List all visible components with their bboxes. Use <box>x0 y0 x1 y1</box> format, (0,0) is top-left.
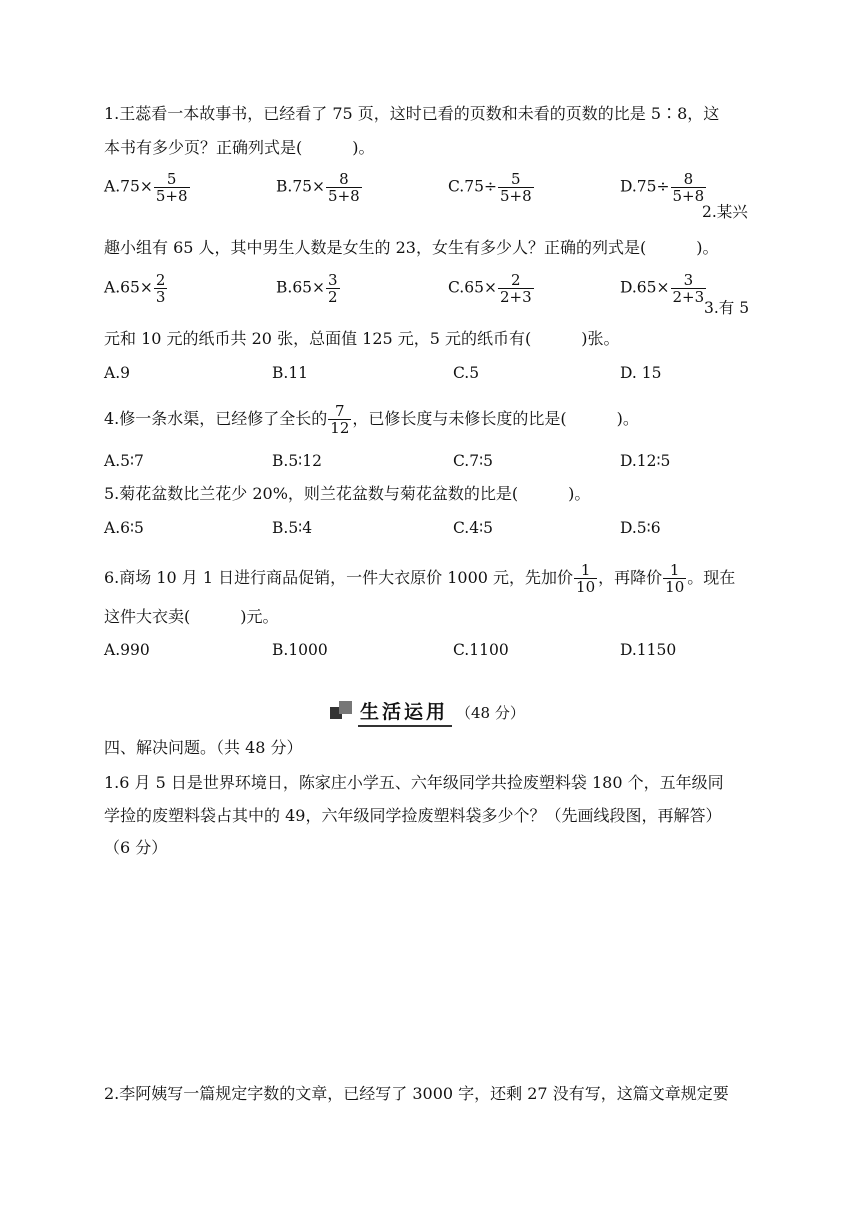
fraction-numerator: 8 <box>671 171 707 188</box>
q2-line1-text: 趣小组有 65 人，其中男生人数是女生的 23，女生有多少人？正确的列式是( <box>104 238 647 257</box>
option-prefix: C.75÷ <box>448 177 497 196</box>
fraction-numerator: 1 <box>574 562 597 579</box>
fraction-denominator: 5+8 <box>328 187 360 205</box>
q1-option-b <box>276 171 363 204</box>
q5-line1 <box>104 484 590 504</box>
fraction-numerator: 2 <box>498 272 534 289</box>
q6-option-d: D.1150 <box>620 641 677 659</box>
fraction-numerator: 2 <box>155 271 166 289</box>
option-prefix: B.65× <box>276 278 326 297</box>
q5-option-c: C.4∶5 <box>453 519 493 537</box>
q2-line1 <box>104 238 718 258</box>
option-prefix: D.75÷ <box>620 177 670 196</box>
section-score: （48 分） <box>456 703 525 722</box>
fraction-numerator: 1 <box>663 562 686 579</box>
section-banner <box>330 697 525 727</box>
p1-line2: 学捡的废塑料袋占其中的 49，六年级同学捡废塑料袋多少个？（先画线段图，再解答） <box>104 806 722 825</box>
fraction <box>671 171 707 204</box>
q1-line2-end: )。 <box>352 138 375 157</box>
fraction <box>154 272 168 305</box>
q6-option-b: B.1000 <box>272 641 328 659</box>
fraction-numerator: 7 <box>328 403 351 420</box>
q2-option-b <box>276 272 341 305</box>
q1-line2-text: 本书有多少页？正确列式是( <box>104 138 303 157</box>
q2-line1-end: )。 <box>696 238 719 257</box>
p2-line1: 2.李阿姨写一篇规定字数的文章，已经写了 3000 字，还剩 27 没有写，这篇文章规定要 <box>104 1084 729 1103</box>
q1-line1: 1.王蕊看一本故事书，已经看了 75 页，这时已看的页数和未看的页数的比是 5∶8，这 <box>104 104 720 123</box>
fraction-denominator: 5+8 <box>499 187 532 205</box>
q3-line1-text: 元和 10 元的纸币共 20 张，总面值 125 元，5 元的纸币有( <box>104 329 532 348</box>
p1-line3: （6 分） <box>104 838 168 857</box>
q6-line2 <box>104 607 279 627</box>
fraction-numerator: 8 <box>326 171 362 188</box>
fraction <box>498 171 534 204</box>
q3-option-d: D. 15 <box>620 364 662 382</box>
q4-option-d: D.12∶5 <box>620 452 671 470</box>
q6-line1 <box>104 562 735 595</box>
q5-line1-text: 5.菊花盆数比兰花少 20%，则兰花盆数与菊花盆数的比是( <box>104 484 519 503</box>
q1-option-c <box>448 171 535 204</box>
q5-option-d: D.5∶6 <box>620 519 661 537</box>
fraction-denominator: 2+3 <box>672 288 705 306</box>
option-prefix: A.75× <box>104 177 153 196</box>
fraction <box>663 562 686 595</box>
q2-option-c <box>448 272 535 305</box>
fraction-denominator: 10 <box>665 578 685 596</box>
fraction-denominator: 5+8 <box>155 187 188 205</box>
fraction-denominator: 5+8 <box>672 187 705 205</box>
q5-option-b: B.5∶4 <box>272 519 313 537</box>
q4-option-c: C.7∶5 <box>453 452 493 470</box>
p1-line1: 1.6 月 5 日是世界环境日，陈家庄小学五、六年级同学共捡废塑料袋 180 个，五年级同 <box>104 773 724 792</box>
option-prefix: A.65× <box>104 278 153 297</box>
q3-option-a: A.9 <box>104 364 130 382</box>
fraction <box>671 272 707 305</box>
q4-line1 <box>104 403 639 436</box>
fraction-numerator: 3 <box>328 271 338 289</box>
q2-start-fragment: 2.某兴 <box>702 203 748 221</box>
fraction-denominator: 12 <box>330 419 350 437</box>
q4-option-b: B.5∶12 <box>272 452 322 470</box>
q6-text-mid: ，再降价 <box>598 568 663 587</box>
fraction-denominator: 2+3 <box>499 288 532 306</box>
fraction <box>574 562 597 595</box>
option-prefix: C.65× <box>448 278 497 297</box>
fraction <box>498 272 534 305</box>
q6-option-c: C.1100 <box>453 641 509 659</box>
q1-option-a <box>104 171 191 204</box>
q2-option-d <box>620 272 707 305</box>
q2-option-a <box>104 272 168 305</box>
section-title: 生活运用 <box>358 697 452 727</box>
q4-text-start: 4.修一条水渠，已经修了全长的 <box>104 409 328 428</box>
q1-line2 <box>104 138 375 158</box>
q4-option-a: A.5∶7 <box>104 452 144 470</box>
fraction-denominator: 2 <box>328 288 338 306</box>
q4-text-end: )。 <box>616 409 639 428</box>
q3-line1 <box>104 329 620 349</box>
q6-text-end: 。现在 <box>687 568 736 587</box>
q3-option-b: B.11 <box>272 364 309 382</box>
q3-option-c: C.5 <box>453 364 480 382</box>
q4-text-mid: ，已修长度与未修长度的比是( <box>352 409 567 428</box>
option-prefix: D.65× <box>620 278 670 297</box>
fraction-denominator: 10 <box>576 578 596 596</box>
q6-text-start: 6.商场 10 月 1 日进行商品促销，一件大衣原价 1000 元，先加价 <box>104 568 574 587</box>
fraction <box>154 171 190 204</box>
fraction <box>326 171 362 204</box>
q1-option-d <box>620 171 707 204</box>
q5-line1-end: )。 <box>568 484 591 503</box>
q6-line2-text: 这件大衣卖( <box>104 607 191 626</box>
fraction-numerator: 5 <box>498 171 534 188</box>
fraction-denominator: 3 <box>155 288 166 306</box>
q5-option-a: A.6∶5 <box>104 519 144 537</box>
section-icon <box>330 701 354 723</box>
section-heading: 四、解决问题。（共 48 分） <box>104 738 303 757</box>
fraction-numerator: 3 <box>671 272 707 289</box>
q6-line2-end: )元。 <box>240 607 279 626</box>
q3-start-fragment: 3.有 5 <box>704 299 750 317</box>
fraction <box>326 272 340 305</box>
q3-line1-end: )张。 <box>581 329 620 348</box>
q6-option-a: A.990 <box>104 641 150 659</box>
option-prefix: B.75× <box>276 177 326 196</box>
fraction-numerator: 5 <box>154 171 190 188</box>
fraction <box>328 403 351 436</box>
